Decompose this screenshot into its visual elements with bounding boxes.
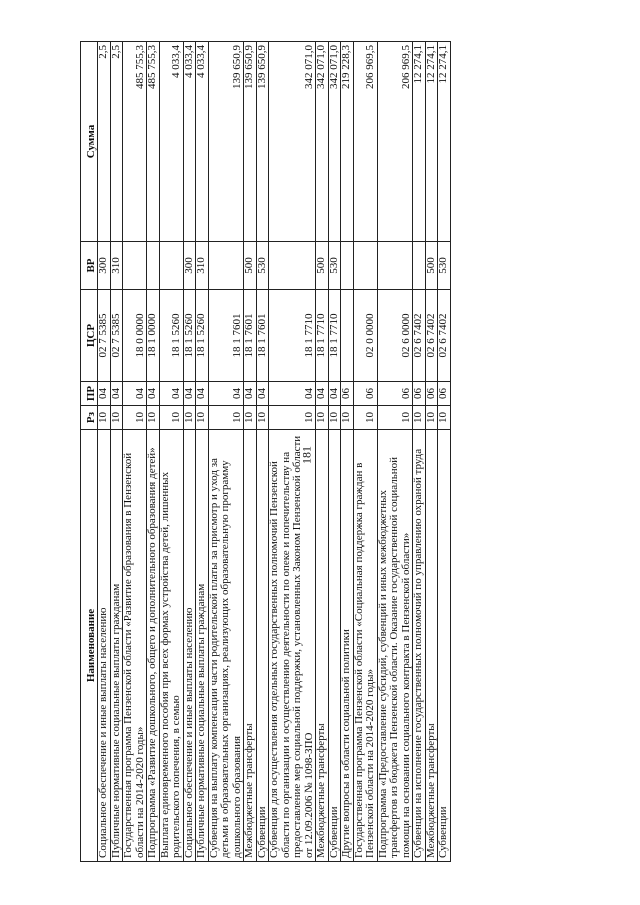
cell-sum: 12 274,1 xyxy=(413,42,426,242)
cell-sum: 485 755,3 xyxy=(123,42,147,242)
cell-rz: 10 xyxy=(353,406,377,430)
cell-vr: 300 xyxy=(98,242,111,290)
table-row xyxy=(341,42,354,862)
cell-csr: 18 1 5260 xyxy=(159,290,183,382)
table-row xyxy=(244,42,257,862)
cell-csr: 02 6 7402 xyxy=(413,290,426,382)
cell-pr: 04 xyxy=(328,382,341,406)
cell-rz: 10 xyxy=(110,406,123,430)
cell-csr: 02 7 5385 xyxy=(110,290,123,382)
cell-pr: 04 xyxy=(208,382,244,406)
cell-rz: 10 xyxy=(377,406,413,430)
cell-csr: 18 1 7601 xyxy=(256,290,269,382)
cell-name: Подпрограмма «Предоставление субсидий, субвенций и иных межбюджетных трансфертов из бюджета Пензенской области. Оказание государственной социальной помощи на основании социального контракта в Пензенской области» xyxy=(377,430,413,862)
cell-pr: 04 xyxy=(159,382,183,406)
cell-name: Государственная программа Пензенской области «Развитие образования в Пензенской области на 2014-2020 годы» xyxy=(123,430,147,862)
cell-vr xyxy=(413,242,426,290)
table-row xyxy=(353,42,377,862)
cell-rz: 10 xyxy=(98,406,111,430)
cell-vr: 310 xyxy=(110,242,123,290)
cell-csr: 18 1 7601 xyxy=(208,290,244,382)
budget-table-container xyxy=(80,42,592,862)
cell-name: Субвенции xyxy=(256,430,269,862)
cell-vr xyxy=(353,242,377,290)
cell-rz: 10 xyxy=(438,406,451,430)
cell-csr xyxy=(341,290,354,382)
cell-csr: 18 0 0000 xyxy=(123,290,147,382)
table-row xyxy=(269,42,316,862)
cell-vr: 500 xyxy=(425,242,438,290)
cell-name: Выплата единовременного пособия при всех формах устройства детей, лишенных родительского попечения, в семью xyxy=(159,430,183,862)
cell-csr: 18 1 7710 xyxy=(328,290,341,382)
cell-csr: 18 1 5260 xyxy=(183,290,196,382)
cell-rz: 10 xyxy=(413,406,426,430)
cell-vr: 530 xyxy=(438,242,451,290)
cell-sum: 2,5 xyxy=(98,42,111,242)
table-row xyxy=(256,42,269,862)
cell-sum: 485 755,3 xyxy=(147,42,160,242)
cell-name: Межбюджетные трансферты xyxy=(425,430,438,862)
cell-rz: 10 xyxy=(269,406,316,430)
cell-sum: 219 228,3 xyxy=(341,42,354,242)
cell-name: Публичные нормативные социальные выплаты гражданам xyxy=(196,430,209,862)
cell-pr: 04 xyxy=(123,382,147,406)
table-row xyxy=(208,42,244,862)
header-vr: ВР xyxy=(81,242,98,290)
cell-rz: 10 xyxy=(425,406,438,430)
cell-sum: 139 650,9 xyxy=(244,42,257,242)
cell-rz: 10 xyxy=(256,406,269,430)
cell-sum: 2,5 xyxy=(110,42,123,242)
table-row xyxy=(147,42,160,862)
header-name: Наименование xyxy=(81,430,98,862)
cell-name: Государственная программа Пензенской области «Социальная поддержка граждан в Пензенской области на 2014-2020 годы» xyxy=(353,430,377,862)
cell-name: Субвенция для осуществления отдельных государственных полномочий Пензенской области по организации и осуществлению деятельности по опеке и попечительству на предоставление мер социальной поддержки, установленных Законом Пензенской области от 12.09.2006 № 1098-ЗПО xyxy=(269,430,316,862)
cell-name: Субвенция на выплату компенсации части родительской платы за присмотр и уход за детьми в образовательных организациях, реализующих образовательную программу дошкольного образования xyxy=(208,430,244,862)
cell-csr: 18 1 0000 xyxy=(147,290,160,382)
cell-sum: 342 071,0 xyxy=(269,42,316,242)
header-csr: ЦСР xyxy=(81,290,98,382)
cell-pr: 04 xyxy=(244,382,257,406)
cell-pr: 04 xyxy=(110,382,123,406)
cell-rz: 10 xyxy=(147,406,160,430)
cell-sum: 12 274,1 xyxy=(438,42,451,242)
cell-rz: 10 xyxy=(159,406,183,430)
cell-name: Межбюджетные трансферты xyxy=(244,430,257,862)
cell-name: Субвенции xyxy=(328,430,341,862)
cell-pr: 04 xyxy=(98,382,111,406)
table-row xyxy=(196,42,209,862)
cell-vr xyxy=(123,242,147,290)
budget-table xyxy=(80,41,451,862)
cell-pr: 04 xyxy=(196,382,209,406)
table-row xyxy=(159,42,183,862)
table-row xyxy=(98,42,111,862)
cell-name: Другие вопросы в области социальной политики xyxy=(341,430,354,862)
cell-sum: 206 969,5 xyxy=(353,42,377,242)
cell-vr: 310 xyxy=(196,242,209,290)
cell-vr xyxy=(377,242,413,290)
cell-csr: 18 1 5260 xyxy=(196,290,209,382)
cell-vr xyxy=(159,242,183,290)
cell-sum: 139 650,9 xyxy=(208,42,244,242)
cell-rz: 10 xyxy=(244,406,257,430)
cell-pr: 04 xyxy=(147,382,160,406)
cell-sum: 342 071,0 xyxy=(316,42,329,242)
cell-csr: 18 1 7710 xyxy=(316,290,329,382)
table-row xyxy=(328,42,341,862)
cell-name: Субвенции на исполнение государственных полномочий по управлению охраной труда xyxy=(413,430,426,862)
cell-name: Социальное обеспечение и иные выплаты населению xyxy=(98,430,111,862)
cell-rz: 10 xyxy=(341,406,354,430)
cell-name: Субвенции xyxy=(438,430,451,862)
cell-sum: 4 033,4 xyxy=(159,42,183,242)
cell-csr: 02 6 7402 xyxy=(425,290,438,382)
table-body xyxy=(98,42,451,862)
cell-name: Публичные нормативные социальные выплаты гражданам xyxy=(110,430,123,862)
cell-rz: 10 xyxy=(123,406,147,430)
cell-name: Подпрограмма «Развитие дошкольного, общего и дополнительного образования детей» xyxy=(147,430,160,862)
cell-pr: 06 xyxy=(377,382,413,406)
cell-pr: 04 xyxy=(183,382,196,406)
cell-vr xyxy=(341,242,354,290)
cell-rz: 10 xyxy=(208,406,244,430)
cell-csr: 18 1 7710 xyxy=(269,290,316,382)
cell-sum: 4 033,4 xyxy=(183,42,196,242)
table-row xyxy=(183,42,196,862)
cell-pr: 06 xyxy=(438,382,451,406)
cell-vr xyxy=(208,242,244,290)
cell-sum: 342 071,0 xyxy=(328,42,341,242)
cell-sum: 139 650,9 xyxy=(256,42,269,242)
cell-csr: 02 0 0000 xyxy=(353,290,377,382)
cell-vr: 530 xyxy=(256,242,269,290)
table-row xyxy=(377,42,413,862)
cell-csr: 02 6 0000 xyxy=(377,290,413,382)
cell-pr: 06 xyxy=(425,382,438,406)
cell-name: Социальное обеспечение и иные выплаты населению xyxy=(183,430,196,862)
cell-sum: 12 274,1 xyxy=(425,42,438,242)
table-row xyxy=(110,42,123,862)
table-header-row xyxy=(81,42,98,862)
cell-rz: 10 xyxy=(316,406,329,430)
cell-pr: 06 xyxy=(413,382,426,406)
header-sum: Сумма xyxy=(81,42,98,242)
cell-csr: 18 1 7601 xyxy=(244,290,257,382)
table-row xyxy=(413,42,426,862)
cell-pr: 06 xyxy=(341,382,354,406)
cell-csr: 02 7 5385 xyxy=(98,290,111,382)
page-number: 181 xyxy=(299,446,314,464)
cell-vr: 500 xyxy=(316,242,329,290)
cell-pr: 04 xyxy=(316,382,329,406)
header-pr: ПР xyxy=(81,382,98,406)
cell-rz: 10 xyxy=(328,406,341,430)
table-row xyxy=(123,42,147,862)
table-row xyxy=(425,42,438,862)
cell-name: Межбюджетные трансферты xyxy=(316,430,329,862)
cell-sum: 4 033,4 xyxy=(196,42,209,242)
cell-rz: 10 xyxy=(196,406,209,430)
cell-pr: 04 xyxy=(256,382,269,406)
cell-vr xyxy=(147,242,160,290)
cell-vr xyxy=(269,242,316,290)
cell-vr: 500 xyxy=(244,242,257,290)
cell-rz: 10 xyxy=(183,406,196,430)
cell-vr: 530 xyxy=(328,242,341,290)
cell-vr: 300 xyxy=(183,242,196,290)
cell-pr: 06 xyxy=(353,382,377,406)
header-rz: Рз xyxy=(81,406,98,430)
cell-pr: 04 xyxy=(269,382,316,406)
cell-sum: 206 969,5 xyxy=(377,42,413,242)
cell-csr: 02 6 7402 xyxy=(438,290,451,382)
table-row xyxy=(438,42,451,862)
table-row xyxy=(316,42,329,862)
